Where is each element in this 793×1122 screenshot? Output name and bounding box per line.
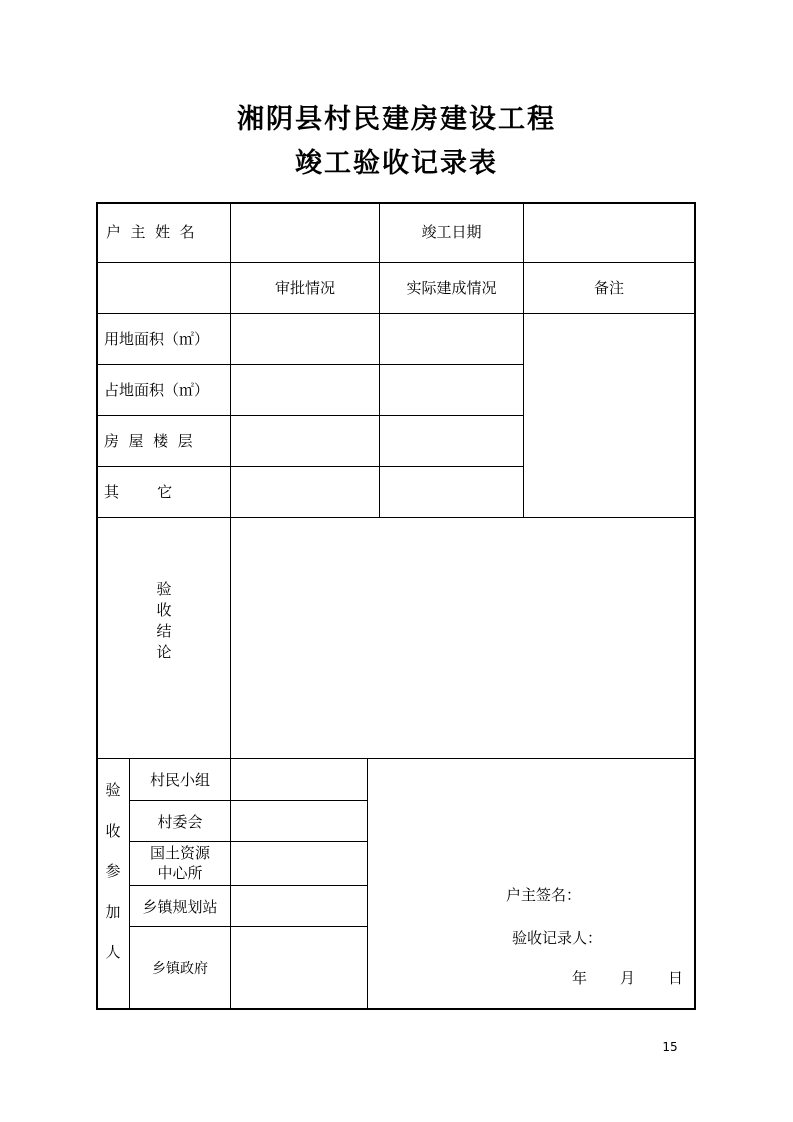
row-divider (96, 758, 696, 759)
row-divider (96, 466, 524, 467)
township-government-label: 乡镇政府 (152, 961, 208, 977)
row-divider (96, 262, 696, 263)
year-label: 年 (572, 969, 588, 987)
other-label: 其 它 (104, 483, 173, 501)
owner-name-label-text: 户 主 姓 名 (106, 223, 195, 241)
floor-area-label: 占地面积（㎡） (104, 381, 210, 399)
acceptance-conclusion-label: 验收结论 (156, 580, 172, 661)
column-divider (367, 758, 368, 1010)
township-government-signature-field[interactable] (231, 927, 367, 1008)
house-floors-label: 房 屋 楼 层 (104, 432, 193, 450)
land-center-signature-field[interactable] (231, 842, 367, 885)
completion-date-label: 竣工日期 (421, 223, 482, 241)
row-divider (96, 364, 524, 365)
owner-name-field[interactable] (231, 202, 379, 262)
approval-status-header: 审批情况 (274, 279, 335, 297)
land-area-label: 用地面积（㎡） (104, 330, 210, 348)
table-border-left (96, 202, 98, 1010)
acceptance-record-table (96, 202, 696, 1010)
village-group-label: 村民小组 (149, 771, 210, 789)
remarks-header: 备注 (593, 279, 624, 297)
document-title-line-1: 湘阴县村民建房建设工程 (237, 104, 556, 135)
row-divider (96, 415, 524, 416)
owner-name-label (106, 222, 222, 242)
month-label: 月 (620, 969, 636, 987)
actual-construction-header: 实际建成情况 (406, 279, 497, 297)
row-divider (96, 313, 696, 314)
day-label: 日 (668, 969, 684, 987)
completion-date-field[interactable] (524, 202, 694, 262)
column-divider (379, 202, 380, 517)
owner-signature-label: 户主签名： (506, 886, 582, 904)
table-border-bottom (96, 1008, 696, 1010)
village-committee-signature-field[interactable] (231, 801, 367, 841)
document-title-line-2: 竣工验收记录表 (295, 148, 498, 179)
acceptance-conclusion-field[interactable] (231, 518, 694, 758)
page-number: 15 (662, 1040, 678, 1054)
village-committee-label: 村委会 (157, 813, 203, 831)
land-resources-center-label: 国土资源中心所 (150, 844, 211, 882)
township-planning-label: 乡镇规划站 (142, 898, 218, 916)
acceptance-participants-label: 验收参加人 (105, 781, 121, 961)
village-group-signature-field[interactable] (231, 759, 367, 800)
township-planning-signature-field[interactable] (231, 886, 367, 926)
table-border-right (694, 202, 696, 1010)
recorder-label: 验收记录人： (512, 929, 603, 947)
